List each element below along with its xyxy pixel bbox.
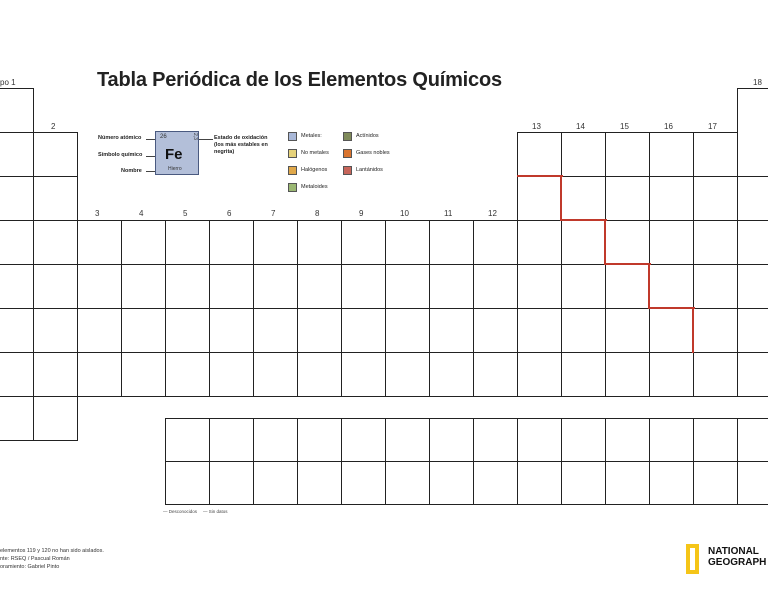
category-label-actinidos: Actínidos bbox=[356, 133, 379, 139]
group-label-12: 12 bbox=[488, 209, 497, 218]
group-label-16: 16 bbox=[664, 122, 673, 131]
category-label-lantanidos: Lantánidos bbox=[356, 167, 383, 173]
footnote-source: nte: RSEQ / Pascual Román bbox=[0, 556, 70, 562]
group-label-5: 5 bbox=[183, 209, 188, 218]
brand-line-2: GEOGRAPH bbox=[708, 557, 767, 568]
category-label-no-metales: No metales bbox=[301, 150, 329, 156]
unknown-legend-label: Desconocidos bbox=[168, 509, 198, 514]
category-swatch-gases-nobles bbox=[343, 149, 352, 158]
category-swatch-metales bbox=[288, 132, 297, 141]
category-swatch-actinidos bbox=[343, 132, 352, 141]
group-label-3: 3 bbox=[95, 209, 100, 218]
no-data-legend-label: Sin datos bbox=[208, 509, 228, 514]
group-label-6: 6 bbox=[227, 209, 232, 218]
footnotes bbox=[0, 547, 104, 571]
no-data-legend bbox=[203, 509, 228, 514]
example-name: Hierro bbox=[168, 166, 182, 172]
group-label-4: 4 bbox=[139, 209, 144, 218]
atomic-number-label: Número atómico bbox=[98, 135, 142, 141]
example-oxidation: 2,3 bbox=[192, 133, 198, 140]
group-label-7: 7 bbox=[271, 209, 276, 218]
group-label-9: 9 bbox=[359, 209, 364, 218]
stair-segment bbox=[561, 219, 607, 221]
category-label-metales: Metales: bbox=[301, 133, 322, 139]
brand-name bbox=[708, 546, 766, 568]
category-label-halogenos: Halógenos bbox=[301, 167, 328, 173]
category-swatch-metaloides bbox=[288, 183, 297, 192]
group-label-17: 17 bbox=[708, 122, 717, 131]
example-atomic-number: 26 bbox=[160, 134, 167, 140]
group-label-13: 13 bbox=[532, 122, 541, 131]
stair-segment bbox=[604, 220, 606, 265]
brand-line-1: NATIONAL bbox=[708, 546, 759, 557]
symbol-label: Símbolo químico bbox=[98, 152, 143, 158]
stair-segment bbox=[692, 308, 694, 353]
group-label-8: 8 bbox=[315, 209, 320, 218]
footnote-advisor: oramiento: Gabriel Pinto bbox=[0, 564, 60, 570]
category-label-gases-nobles: Gases nobles bbox=[356, 150, 390, 156]
unknown-legend-mark: — bbox=[163, 509, 169, 514]
page-title: Tabla Periódica de los Elementos Químicos bbox=[97, 69, 502, 91]
oxidation-connector bbox=[199, 139, 213, 140]
stair-segment bbox=[560, 176, 562, 221]
oxidation-label-1: Estado de oxidación bbox=[214, 135, 268, 141]
name-label: Nombre bbox=[121, 168, 142, 174]
unknown-legend bbox=[163, 509, 197, 514]
oxidation-label-3: negrita) bbox=[214, 149, 235, 155]
oxidation-label-2: (los más estables en bbox=[214, 142, 268, 148]
stair-segment bbox=[517, 175, 563, 177]
no-data-legend-mark: — bbox=[203, 509, 209, 514]
stair-segment bbox=[605, 263, 651, 265]
group-label-10: 10 bbox=[400, 209, 409, 218]
category-swatch-no-metales bbox=[288, 149, 297, 158]
example-symbol: Fe bbox=[165, 146, 183, 163]
category-label-metaloides: Metaloides bbox=[301, 184, 328, 190]
group-label-14: 14 bbox=[576, 122, 585, 131]
footnote-1: elementos 119 y 120 no han sido aislados. bbox=[0, 548, 104, 554]
group-label-18: 18 bbox=[753, 78, 762, 87]
group-label-15: 15 bbox=[620, 122, 629, 131]
category-swatch-halogenos bbox=[288, 166, 297, 175]
group-label-2: 2 bbox=[51, 122, 56, 131]
nat-geo-logo-icon bbox=[686, 544, 699, 574]
stair-segment bbox=[648, 264, 650, 309]
category-swatch-lantanidos bbox=[343, 166, 352, 175]
group-label-11: 11 bbox=[444, 209, 453, 218]
stair-segment bbox=[649, 307, 695, 309]
group-label-1: po 1 bbox=[0, 78, 16, 87]
